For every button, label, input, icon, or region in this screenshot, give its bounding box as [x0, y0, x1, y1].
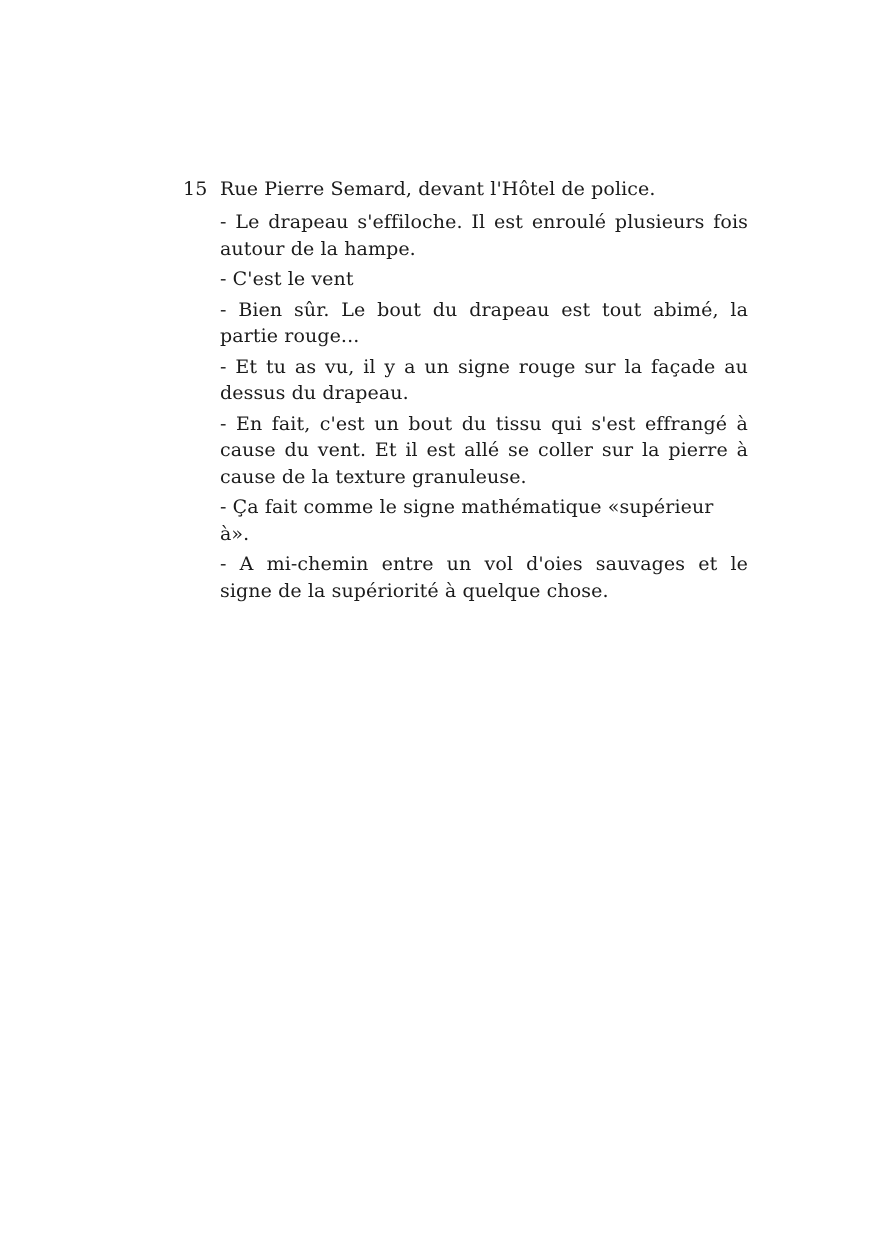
text-line: signe de la supériorité à quelque chose. [220, 579, 609, 602]
paragraph [220, 354, 748, 407]
section-heading: Rue Pierre Semard, devant l'Hôtel de police. [220, 178, 656, 200]
section-heading-row [183, 176, 748, 203]
dialogue-paragraphs [220, 209, 748, 604]
text-line: - C'est le vent [220, 268, 354, 290]
text-line: - Bien sûr. Le bout du drapeau est tout abimé, la [220, 298, 748, 321]
text-line: - En fait, c'est un bout du tissu qui s'est effrangé à [220, 412, 748, 435]
paragraph [220, 209, 748, 262]
paragraph [220, 266, 748, 293]
paragraph [220, 494, 748, 547]
text-line: dessus du drapeau. [220, 382, 409, 404]
text-line: - Ça fait comme le signe mathématique «supérieur à». [220, 496, 714, 545]
text-block [183, 176, 748, 604]
text-line: autour de la hampe. [220, 237, 416, 260]
text-line: cause du vent. Et il est allé se coller sur la pierre à [220, 439, 748, 461]
text-line: partie rouge... [220, 325, 360, 347]
section-number: 15 [183, 178, 208, 200]
paragraph [220, 297, 748, 350]
paragraph [220, 411, 748, 491]
text-line: - Et tu as vu, il y a un signe rouge sur la façade au [220, 355, 748, 378]
text-line: cause de la texture granuleuse. [220, 465, 527, 488]
text-line: - Le drapeau s'effiloche. Il est enroulé plusieurs fois [220, 211, 748, 233]
paragraph [220, 551, 748, 604]
text-line: - A mi-chemin entre un vol d'oies sauvages et le [220, 553, 748, 575]
